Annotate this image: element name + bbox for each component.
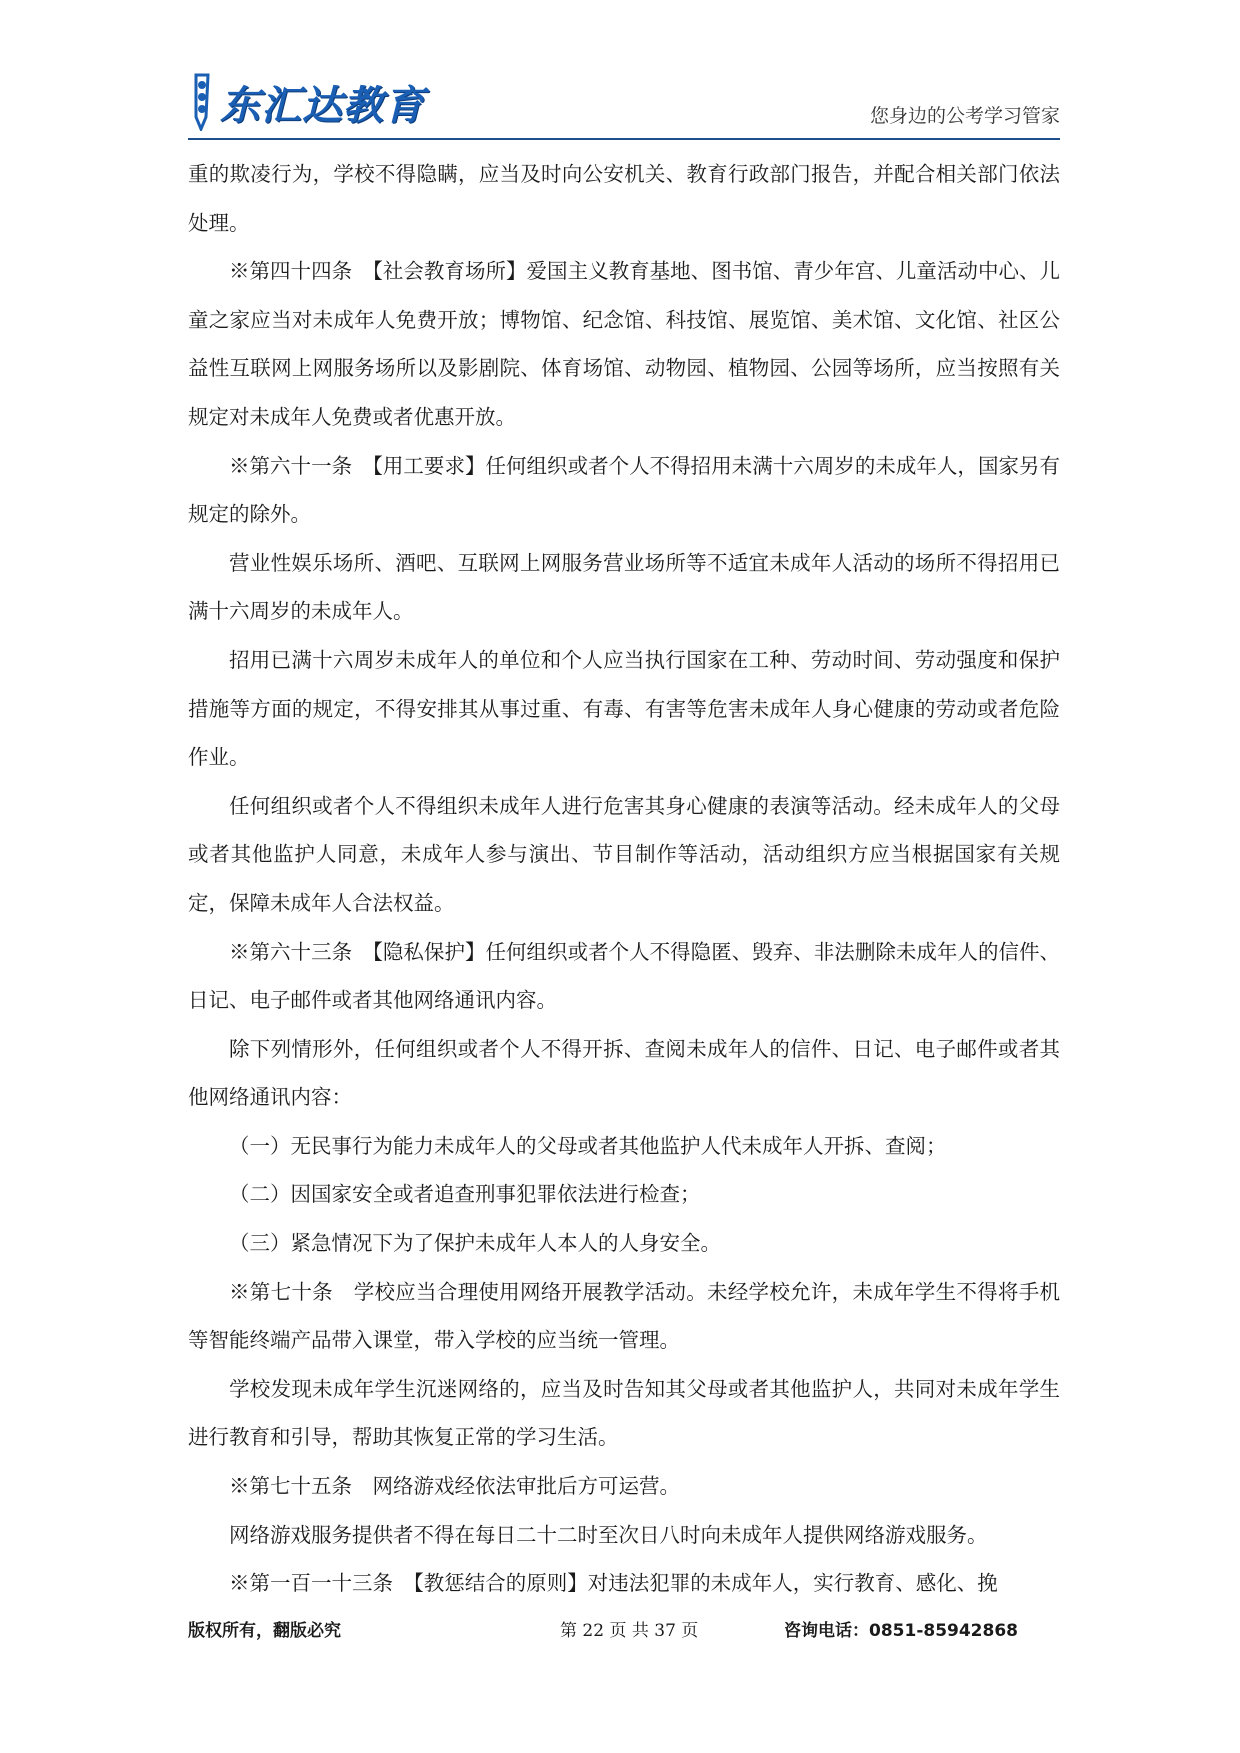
contact-phone: 咨询电话：0851-85942868	[784, 1621, 1018, 1641]
paragraph: ※第四十四条 【社会教育场所】爱国主义教育基地、图书馆、青少年宫、儿童活动中心、儿童之家应当对未成年人免费开放；博物馆、纪念馆、科技馆、展览馆、美术馆、文化馆、社区公益性互联网上网服务场所以及影剧院、体育场馆、动物园、植物园、公园等场所，应当按照有关规定对未成年人免费或者优惠开放。	[188, 259, 1060, 429]
page-header	[188, 66, 1060, 140]
copyright-notice: 版权所有，翻版必究	[188, 1621, 341, 1641]
paragraph: 营业性娱乐场所、酒吧、互联网上网服务营业场所等不适宜未成年人活动的场所不得招用已满十六周岁的未成年人。	[188, 550, 1060, 624]
pencil-logo-icon	[188, 73, 214, 131]
page-number: 第 22 页 共 37 页	[560, 1621, 699, 1641]
paragraph: ※第七十条 学校应当合理使用网络开展教学活动。未经学校允许，未成年学生不得将手机等智能终端产品带入课堂，带入学校的应当统一管理。	[188, 1279, 1060, 1353]
paragraph: ※第六十一条 【用工要求】任何组织或者个人不得招用未满十六周岁的未成年人，国家另有规定的除外。	[188, 453, 1060, 527]
paragraph: 网络游戏服务提供者不得在每日二十二时至次日八时向未成年人提供网络游戏服务。	[229, 1522, 988, 1547]
paragraph: 除下列情形外，任何组织或者个人不得开拆、查阅未成年人的信件、日记、电子邮件或者其他网络通讯内容：	[188, 1036, 1060, 1110]
paragraph: 重的欺凌行为，学校不得隐瞒，应当及时向公安机关、教育行政部门报告，并配合相关部门依法处理。	[188, 162, 1060, 235]
list-item: （二）因国家安全或者追查刑事犯罪依法进行检查；	[229, 1182, 701, 1207]
list-item: （一）无民事行为能力未成年人的父母或者其他监护人代未成年人开拆、查阅；	[229, 1133, 947, 1158]
paragraph: ※第七十五条 网络游戏经依法审批后方可运营。	[229, 1474, 680, 1499]
paragraph: 学校发现未成年学生沉迷网络的，应当及时告知其父母或者其他监护人，共同对未成年学生进行教育和引导，帮助其恢复正常的学习生活。	[188, 1376, 1060, 1450]
logo-text: 东汇达教育	[220, 82, 425, 129]
paragraph: ※第一百一十三条 【教惩结合的原则】对违法犯罪的未成年人，实行教育、感化、挽	[229, 1571, 998, 1596]
document-body	[188, 150, 1060, 1608]
header-slogan: 您身边的公考学习管家	[869, 105, 1060, 127]
list-item: （三）紧急情况下为了保护未成年人本人的人身安全。	[229, 1231, 721, 1256]
paragraph: 招用已满十六周岁未成年人的单位和个人应当执行国家在工种、劳动时间、劳动强度和保护措施等方面的规定，不得安排其从事过重、有毒、有害等危害未成年人身心健康的劳动或者危险作业。	[188, 647, 1060, 770]
page-footer	[188, 1616, 1060, 1646]
paragraph: 任何组织或者个人不得组织未成年人进行危害其身心健康的表演等活动。经未成年人的父母或者其他监护人同意，未成年人参与演出、节目制作等活动，活动组织方应当根据国家有关规定，保障未成年人合法权益。	[188, 793, 1060, 915]
brand-logo	[188, 70, 425, 134]
paragraph: ※第六十三条 【隐私保护】任何组织或者个人不得隐匿、毁弃、非法删除未成年人的信件、日记、电子邮件或者其他网络通讯内容。	[188, 939, 1060, 1013]
